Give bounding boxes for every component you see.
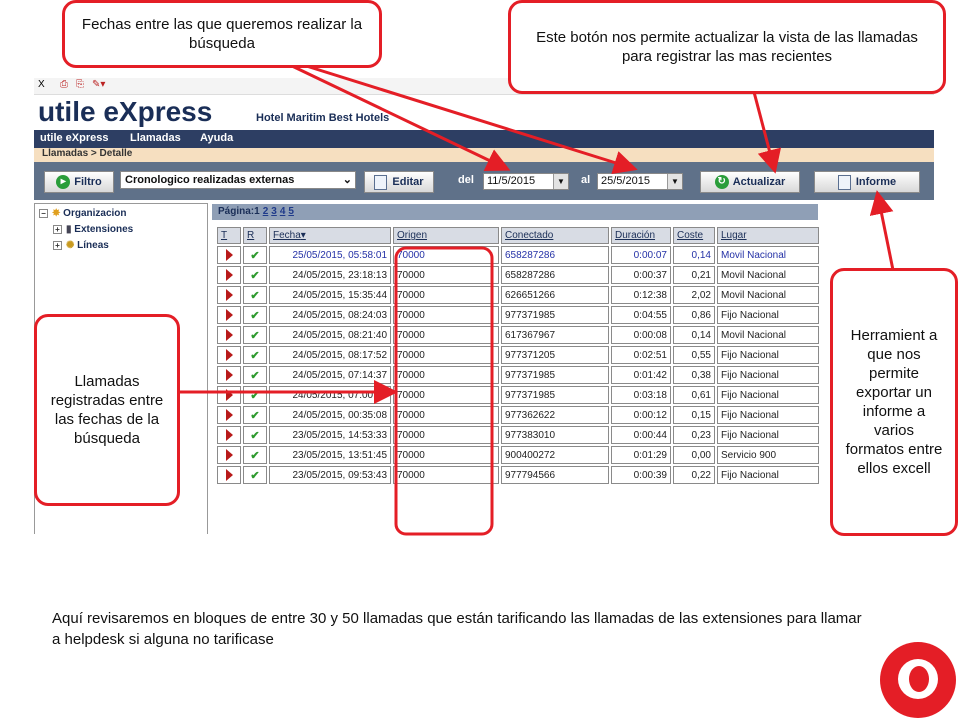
date-from-label: del (458, 174, 474, 186)
line-icon: ✺ (66, 240, 75, 251)
cell-lugar: Movil Nacional (717, 266, 819, 284)
table-row[interactable] (217, 346, 819, 364)
footnote-text: Aquí revisaremos en bloques de entre 30 y 50 llamadas que están tarificando las llamadas de las extensiones para llamar a helpdesk si alguna no tarificase (52, 610, 862, 648)
table-row[interactable] (217, 326, 819, 344)
cell-fecha: 24/05/2015, 15:35:44 (269, 286, 391, 304)
play-call-icon[interactable] (217, 446, 241, 464)
table-row[interactable] (217, 366, 819, 384)
cell-coste: 0,14 (673, 326, 715, 344)
date-dropdown-icon[interactable]: ▼ (553, 174, 568, 189)
toolbar (34, 162, 934, 200)
cell-conectado: 658287286 (501, 246, 609, 264)
sort-desc-icon: ▾ (300, 230, 306, 241)
cell-coste: 0,38 (673, 366, 715, 384)
cell-lugar: Fijo Nacional (717, 426, 819, 444)
pager-label: Página: (218, 206, 255, 217)
cell-origen: 70000 (393, 246, 499, 264)
cell-fecha: 24/05/2015, 08:21:40 (269, 326, 391, 344)
table-row[interactable] (217, 246, 819, 264)
pager-link-4[interactable]: 4 (279, 206, 286, 217)
cell-conectado: 977371985 (501, 366, 609, 384)
cell-origen: 70000 (393, 286, 499, 304)
calls-table (215, 225, 821, 486)
cell-duracion: 0:12:38 (611, 286, 671, 304)
pager-current: 1 (254, 206, 260, 217)
editar-button[interactable]: Editar (364, 171, 434, 193)
cell-duracion: 0:00:12 (611, 406, 671, 424)
tree-node-organizacion[interactable]: − ✸ Organizacion (39, 208, 127, 219)
pager (212, 204, 818, 220)
column-header-conectado[interactable]: Conectado (501, 227, 609, 244)
cell-coste: 0,22 (673, 466, 715, 484)
registered-check-icon: ✔ (243, 386, 267, 404)
table-row[interactable] (217, 306, 819, 324)
informe-button[interactable]: Informe (814, 171, 920, 193)
cell-coste: 2,02 (673, 286, 715, 304)
report-type-select[interactable]: Cronologico realizadas externas ⌄ (120, 171, 356, 189)
table-row[interactable] (217, 286, 819, 304)
registered-check-icon: ✔ (243, 366, 267, 384)
column-header-t[interactable]: T (217, 227, 241, 244)
cell-fecha: 23/05/2015, 14:53:33 (269, 426, 391, 444)
column-header-r[interactable]: R (243, 227, 267, 244)
cell-duracion: 0:04:55 (611, 306, 671, 324)
callout-refresh: Este botón nos permite actualizar la vista de las llamadas para registrar las mas recientes (508, 0, 946, 94)
cell-fecha: 24/05/2015, 00:35:08 (269, 406, 391, 424)
cell-lugar: Fijo Nacional (717, 386, 819, 404)
play-call-icon[interactable] (217, 286, 241, 304)
cell-duracion: 0:00:08 (611, 326, 671, 344)
copy-icon[interactable]: ⎘ (76, 79, 84, 90)
date-to-input[interactable]: 25/5/2015 ▼ (597, 173, 683, 190)
cell-coste: 0,23 (673, 426, 715, 444)
cell-lugar: Movil Nacional (717, 326, 819, 344)
cell-duracion: 0:00:07 (611, 246, 671, 264)
phone-icon: ▮ (66, 224, 72, 235)
table-header-row (217, 227, 819, 244)
cell-coste: 0,61 (673, 386, 715, 404)
cell-origen: 70000 (393, 306, 499, 324)
column-header-duracion[interactable]: Duración (611, 227, 671, 244)
table-row[interactable] (217, 266, 819, 284)
registered-check-icon: ✔ (243, 306, 267, 324)
cell-lugar: Servicio 900 (717, 446, 819, 464)
table-row[interactable] (217, 466, 819, 484)
actualizar-button[interactable]: ↻ Actualizar (700, 171, 800, 193)
expand-icon[interactable]: + (53, 225, 62, 234)
cell-origen: 70000 (393, 346, 499, 364)
play-call-icon[interactable] (217, 306, 241, 324)
registered-check-icon: ✔ (243, 346, 267, 364)
cell-conectado: 977371205 (501, 346, 609, 364)
edit-dropdown-icon[interactable]: ✎▾ (92, 79, 106, 90)
callout-export: Herramient a que nos permite exportar un informe a varios formatos entre ellos excell (830, 268, 958, 536)
hotel-name: Hotel Maritim Best Hotels (256, 112, 390, 124)
cell-conectado: 977794566 (501, 466, 609, 484)
cell-duracion: 0:01:29 (611, 446, 671, 464)
registered-check-icon: ✔ (243, 286, 267, 304)
cell-duracion: 0:00:37 (611, 266, 671, 284)
print-icon[interactable]: ⎙ (60, 79, 68, 90)
play-call-icon[interactable] (217, 266, 241, 284)
tree-node-lineas[interactable]: + ✺ Líneas (53, 240, 109, 251)
report-icon (838, 175, 851, 190)
utile-express-logo: utile eXpress (38, 96, 213, 127)
play-call-icon[interactable] (217, 386, 241, 404)
registered-check-icon: ✔ (243, 406, 267, 424)
cell-conectado: 977371985 (501, 386, 609, 404)
cell-duracion: 0:02:51 (611, 346, 671, 364)
cell-fecha: 23/05/2015, 09:53:43 (269, 466, 391, 484)
column-header-fecha[interactable]: Fecha▾ (269, 227, 391, 244)
cell-conectado: 900400272 (501, 446, 609, 464)
cell-coste: 0,00 (673, 446, 715, 464)
chevron-down-icon: ⌄ (342, 174, 352, 186)
calls-grid (212, 204, 830, 534)
table-row[interactable] (217, 426, 819, 444)
breadcrumb-text: Llamadas > Detalle (42, 148, 133, 159)
cell-lugar: Movil Nacional (717, 286, 819, 304)
cell-duracion: 0:01:42 (611, 366, 671, 384)
cell-lugar: Fijo Nacional (717, 306, 819, 324)
play-call-icon[interactable] (217, 246, 241, 264)
cell-lugar: Fijo Nacional (717, 466, 819, 484)
menu-utile-express[interactable]: utile eXpress (40, 132, 109, 144)
cell-conectado: 626651266 (501, 286, 609, 304)
column-header-lugar[interactable]: Lugar (717, 227, 819, 244)
play-call-icon[interactable] (217, 426, 241, 444)
cell-lugar: Movil Nacional (717, 246, 819, 264)
table-row[interactable] (217, 386, 819, 404)
cell-fecha: 24/05/2015, 07:14:37 (269, 366, 391, 384)
cell-coste: 0,15 (673, 406, 715, 424)
column-header-coste[interactable]: Coste (673, 227, 715, 244)
date-dropdown-icon[interactable]: ▼ (667, 174, 682, 189)
cell-conectado: 977362622 (501, 406, 609, 424)
cell-origen: 70000 (393, 386, 499, 404)
cell-coste: 0,21 (673, 266, 715, 284)
tree-node-extensiones[interactable]: + ▮ Extensiones (53, 224, 133, 235)
cell-fecha: 24/05/2015, 23:18:13 (269, 266, 391, 284)
registered-check-icon: ✔ (243, 266, 267, 284)
pager-link-5[interactable]: 5 (288, 206, 294, 217)
callout-calls: Llamadas registradas entre las fechas de la búsqueda (34, 314, 180, 506)
play-call-icon[interactable] (217, 466, 241, 484)
play-call-icon[interactable] (217, 326, 241, 344)
registered-check-icon: ✔ (243, 326, 267, 344)
filter-icon: ▸ (56, 175, 70, 189)
cell-conectado: 977371985 (501, 306, 609, 324)
cell-origen: 70000 (393, 446, 499, 464)
cell-origen: 70000 (393, 266, 499, 284)
cell-origen: 70000 (393, 406, 499, 424)
registered-check-icon: ✔ (243, 466, 267, 484)
cell-duracion: 0:03:18 (611, 386, 671, 404)
registered-check-icon: ✔ (243, 426, 267, 444)
filtro-button[interactable]: ▸ Filtro (44, 171, 114, 193)
callout-dates: Fechas entre las que queremos realizar la búsqueda (62, 0, 382, 68)
play-call-icon[interactable] (217, 346, 241, 364)
cell-fecha: 24/05/2015, 08:24:03 (269, 306, 391, 324)
cell-lugar: Fijo Nacional (717, 366, 819, 384)
registered-check-icon: ✔ (243, 246, 267, 264)
refresh-icon: ↻ (715, 175, 729, 189)
cell-fecha: 24/05/2015, 07:00:58 (269, 386, 391, 404)
registered-check-icon: ✔ (243, 446, 267, 464)
menu-llamadas[interactable]: Llamadas (130, 132, 181, 144)
cell-conectado: 658287286 (501, 266, 609, 284)
cell-coste: 0,86 (673, 306, 715, 324)
close-icon[interactable]: X (38, 79, 45, 90)
play-call-icon[interactable] (217, 406, 241, 424)
table-row[interactable] (217, 406, 819, 424)
cell-origen: 70000 (393, 426, 499, 444)
cell-origen: 70000 (393, 366, 499, 384)
collapse-icon[interactable]: − (39, 209, 48, 218)
breadcrumb (34, 148, 934, 162)
expand-icon[interactable]: + (53, 241, 62, 250)
cell-lugar: Fijo Nacional (717, 346, 819, 364)
cell-origen: 70000 (393, 326, 499, 344)
column-header-origen[interactable]: Origen (393, 227, 499, 244)
star-icon: ✸ (52, 208, 61, 219)
pager-link-3[interactable]: 3 (271, 206, 277, 217)
cell-conectado: 977383010 (501, 426, 609, 444)
date-to-label: al (581, 174, 591, 186)
cell-origen: 70000 (393, 466, 499, 484)
cell-fecha: 23/05/2015, 13:51:45 (269, 446, 391, 464)
play-call-icon[interactable] (217, 366, 241, 384)
menu-ayuda[interactable]: Ayuda (200, 132, 234, 144)
main-menu (34, 130, 934, 148)
date-from-input[interactable]: 11/5/2015 ▼ (483, 173, 569, 190)
cell-duracion: 0:00:44 (611, 426, 671, 444)
table-row[interactable] (217, 446, 819, 464)
cell-conectado: 617367967 (501, 326, 609, 344)
cell-fecha: 24/05/2015, 08:17:52 (269, 346, 391, 364)
cell-duracion: 0:00:39 (611, 466, 671, 484)
vodafone-logo (880, 642, 956, 718)
edit-doc-icon (374, 175, 387, 190)
cell-coste: 0,55 (673, 346, 715, 364)
cell-fecha: 25/05/2015, 05:58:01 (269, 246, 391, 264)
cell-lugar: Fijo Nacional (717, 406, 819, 424)
cell-coste: 0,14 (673, 246, 715, 264)
pager-link-2[interactable]: 2 (262, 206, 269, 217)
